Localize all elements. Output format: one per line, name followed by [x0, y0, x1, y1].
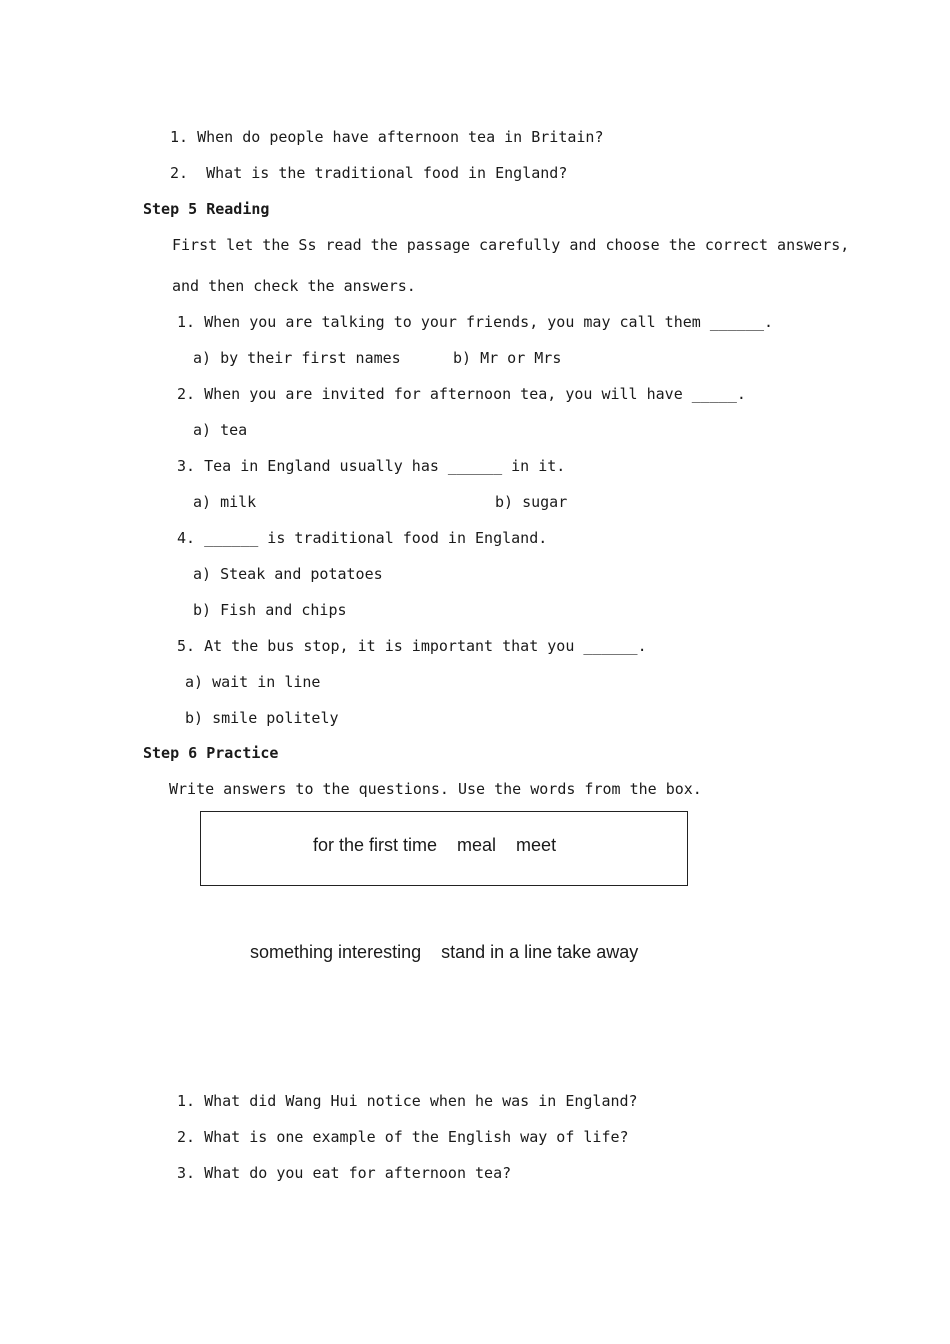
question-5: 5. At the bus stop, it is important that you ______. [177, 637, 647, 655]
question-1-option-b: b) Mr or Mrs [453, 349, 562, 367]
step6-instruction: Write answers to the questions. Use the words from the box. [169, 780, 702, 798]
question-3-option-a: a) milk [193, 493, 257, 511]
question-2-option-a: a) tea [193, 421, 248, 439]
question-4: 4. ______ is traditional food in England. [177, 529, 548, 547]
question-4-option-a: a) Steak and potatoes [193, 565, 383, 583]
question-4-option-b: b) Fish and chips [193, 601, 347, 619]
intro-question-1: 1. When do people have afternoon tea in Britain? [170, 128, 604, 146]
question-1-option-a: a) by their first names [193, 349, 401, 367]
step6-heading: Step 6 Practice [143, 744, 279, 762]
practice-question-3: 3. What do you eat for afternoon tea? [177, 1164, 512, 1182]
question-5-option-a: a) wait in line [185, 673, 321, 691]
question-5-option-b: b) smile politely [185, 709, 339, 727]
word-box-words: for the first time meal meet [313, 835, 557, 855]
intro-question-2: 2. What is the traditional food in England? [170, 164, 568, 182]
extra-words: something interesting stand in a line take away [250, 942, 639, 962]
step5-instruction-line2: and then check the answers. [172, 277, 416, 295]
practice-question-1: 1. What did Wang Hui notice when he was in England? [177, 1092, 638, 1110]
step5-instruction-line1: First let the Ss read the passage carefully and choose the correct answers, [172, 236, 850, 254]
question-1: 1. When you are talking to your friends, you may call them ______. [177, 313, 774, 331]
practice-question-2: 2. What is one example of the English way of life? [177, 1128, 629, 1146]
question-2: 2. When you are invited for afternoon tea, you will have _____. [177, 385, 746, 403]
step5-heading: Step 5 Reading [143, 200, 270, 218]
question-3-option-b: b) sugar [495, 493, 568, 511]
question-3: 3. Tea in England usually has ______ in it. [177, 457, 566, 475]
